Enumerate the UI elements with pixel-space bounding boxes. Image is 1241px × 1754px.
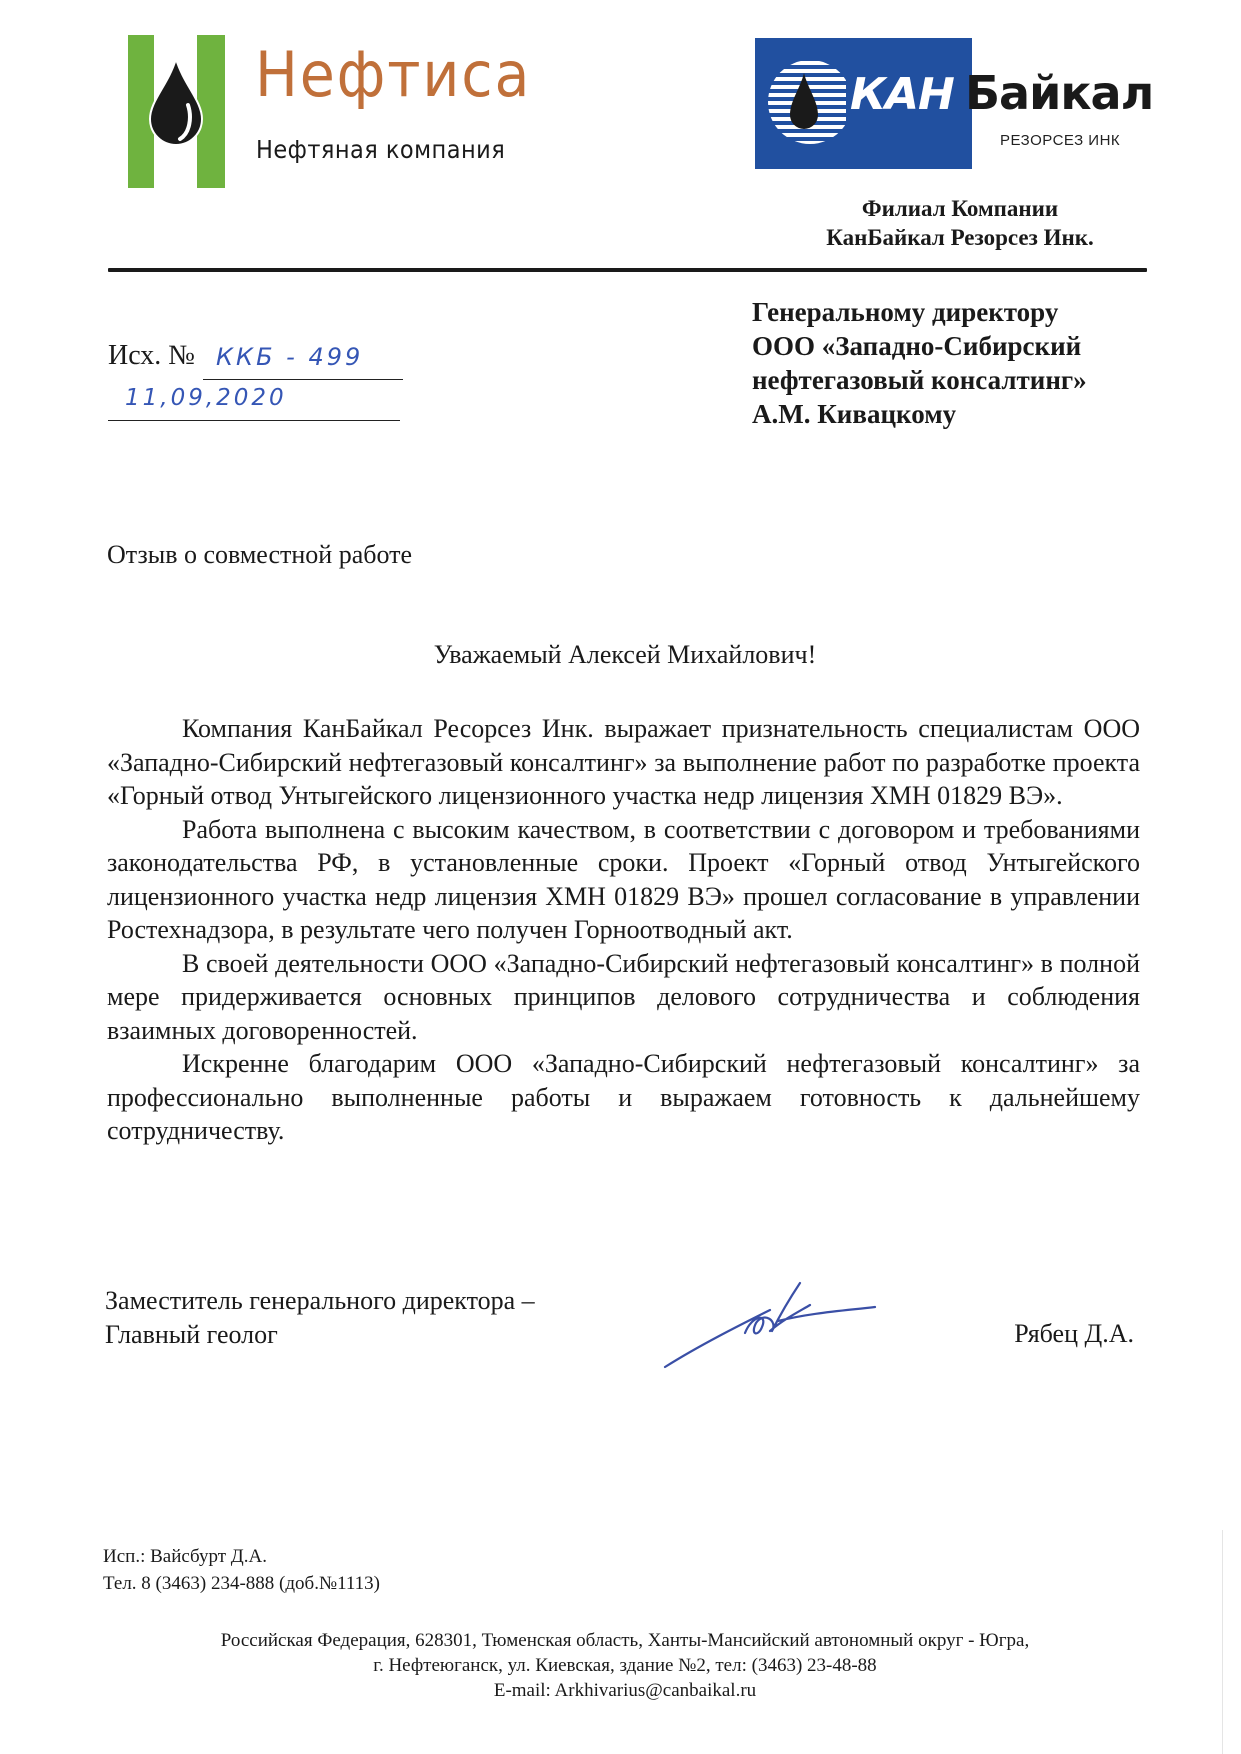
executor-info (103, 1543, 380, 1597)
outgoing-label: Исх. № (108, 340, 195, 371)
letter-subject: Отзыв о совместной работе (107, 540, 413, 569)
addressee-line: нефтегазовый консалтинг» (752, 365, 1087, 395)
letter-greeting: Уважаемый Алексей Михайлович! (433, 640, 817, 669)
kanbaikal-name-part1: КАН (850, 69, 954, 120)
body-paragraph: Работа выполнена с высоким качеством, в соответствии с договором и требованиями законодательства РФ, в установленные сроки. Проект «Горный отвод Унтыгейского лицензионного участка недр лицензия ХМН 01829 ВЭ» прошел согласование в управлении Ростехнадзора, в результате чего получен Горноотводный акт. (107, 814, 1140, 944)
letter-body (107, 712, 1140, 1148)
neftisa-name: Нефтиса (255, 38, 532, 111)
branch-line-2: КанБайкал Резорсез Инк. (826, 225, 1094, 250)
signatory-title (105, 1284, 535, 1352)
footer-email: E-mail: Arkhivarius@canbaikal.ru (493, 1680, 757, 1701)
footer-address-line-1: Российская Федерация, 628301, Тюменская область, Ханты-Мансийский автономный округ - Югра, (220, 1630, 1030, 1651)
outgoing-date-underline (108, 420, 400, 421)
handwritten-signature-icon (660, 1275, 880, 1375)
header-divider (108, 268, 1147, 272)
oil-drop-icon (146, 57, 206, 149)
scan-edge-line (1222, 1530, 1223, 1754)
outgoing-date: 11,09,2020 (125, 385, 287, 411)
footer-address-line-2: г. Нефтеюганск, ул. Киевская, здание №2, тел: (3463) 23-48-88 (373, 1655, 877, 1676)
company-address-footer (0, 1628, 1241, 1703)
body-paragraph: В своей деятельности ООО «Западно-Сибирский нефтегазовый консалтинг» в полной мере придерживается основных принципов делового сотрудничества и соблюдения взаимных договоренностей. (107, 948, 1140, 1045)
branch-name (760, 194, 1160, 252)
outgoing-number-underline (203, 379, 403, 380)
branch-line-1: Филиал Компании (861, 196, 1059, 221)
neftisa-subtitle: Нефтяная компания (256, 135, 506, 164)
kanbaikal-name-part2: Байкал (965, 66, 1154, 120)
outgoing-number: ККБ - 499 (216, 343, 364, 371)
addressee-line: Генеральному директору (752, 297, 1059, 327)
body-paragraph: Компания КанБайкал Ресорсез Инк. выражает признательность специалистам ООО «Западно-Сибирский нефтегазовый консалтинг» за выполнение работ по разработке проекта «Горный отвод Унтыгейского лицензионного участка недр лицензия ХМН 01829 ВЭ». (107, 714, 1140, 810)
addressee-block (752, 295, 1087, 431)
signatory-name: Рябец Д.А. (1014, 1319, 1134, 1348)
body-paragraph: Искренне благодарим ООО «Западно-Сибирский нефтегазовый консалтинг» за профессионально выполненные работы и выражаем готовность к дальнейшему сотрудничеству. (107, 1049, 1140, 1145)
striped-globe-drop-icon (766, 53, 846, 151)
executor-name: Исп.: Вайсбурт Д.А. (103, 1546, 267, 1567)
signatory-title-line-2: Главный геолог (105, 1320, 278, 1349)
signatory-title-line-1: Заместитель генерального директора – (105, 1286, 535, 1315)
kanbaikal-tagline: РЕЗОРСЕЗ ИНК (1000, 132, 1121, 149)
addressee-line: А.М. Кивацкому (752, 399, 957, 429)
addressee-line: ООО «Западно-Сибирский (752, 331, 1082, 361)
executor-phone: Тел. 8 (3463) 234-888 (доб.№1113) (103, 1573, 380, 1594)
